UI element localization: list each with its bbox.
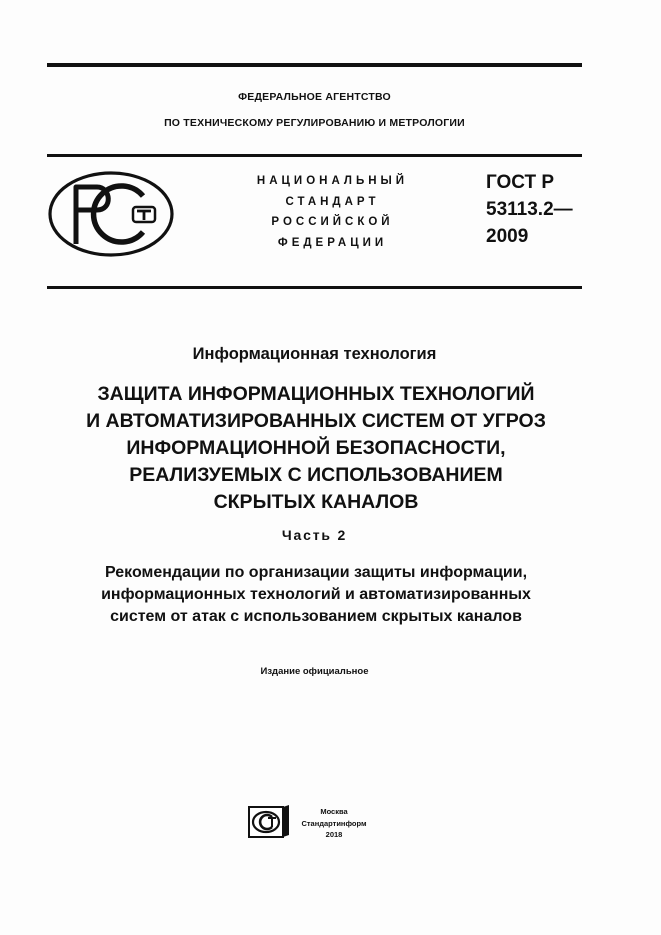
subtitle-line: систем от атак с использованием скрытых каналов	[110, 608, 522, 625]
header-rule	[47, 154, 582, 157]
title-line: РЕАЛИЗУЕМЫХ С ИСПОЛЬЗОВАНИЕМ	[129, 464, 503, 486]
publisher-info	[296, 806, 372, 841]
national-line: СТАНДАРТ	[285, 195, 380, 208]
national-line: НАЦИОНАЛЬНЫЙ	[256, 175, 409, 187]
publisher-logo-icon	[248, 804, 290, 838]
agency-line-2: ПО ТЕХНИЧЕСКОМУ РЕГУЛИРОВАНИЮ И МЕТРОЛОГИИ	[164, 117, 465, 129]
standard-code-line: 53113.2—	[486, 199, 573, 220]
title-line: И АВТОМАТИЗИРОВАННЫХ СИСТЕМ ОТ УГРОЗ	[86, 410, 546, 432]
title-line: СКРЫТЫХ КАНАЛОВ	[213, 491, 419, 513]
document-subject: Информационная технология	[192, 345, 437, 363]
title-line: ЗАЩИТА ИНФОРМАЦИОННЫХ ТЕХНОЛОГИЙ	[97, 383, 535, 405]
national-standard-label	[215, 171, 450, 253]
national-line: ФЕДЕРАЦИИ	[277, 236, 388, 249]
document-subtitle	[30, 562, 602, 628]
subtitle-line: Рекомендации по организации защиты информации,	[104, 564, 528, 581]
rst-emblem-icon	[47, 170, 175, 258]
standard-code-line: ГОСТ Р	[486, 172, 555, 193]
top-rule	[47, 63, 582, 67]
subtitle-line: информационных технологий и автоматизированных	[101, 586, 531, 603]
publisher-name: Стандартинформ	[301, 818, 367, 828]
publisher-year: 2018	[325, 830, 343, 839]
header-bottom-rule	[47, 286, 582, 289]
agency-line-1: ФЕДЕРАЛЬНОЕ АГЕНТСТВО	[238, 91, 391, 103]
document-part: Часть 2	[281, 527, 348, 543]
national-line: РОССИЙСКОЙ	[271, 216, 394, 228]
publisher-city: Москва	[320, 807, 348, 816]
standard-code-line: 2009	[486, 226, 529, 247]
document-title	[30, 381, 602, 516]
standard-code	[486, 169, 586, 250]
title-line: ИНФОРМАЦИОННОЙ БЕЗОПАСНОСТИ,	[126, 437, 506, 459]
edition-label: Издание официальное	[260, 666, 369, 677]
